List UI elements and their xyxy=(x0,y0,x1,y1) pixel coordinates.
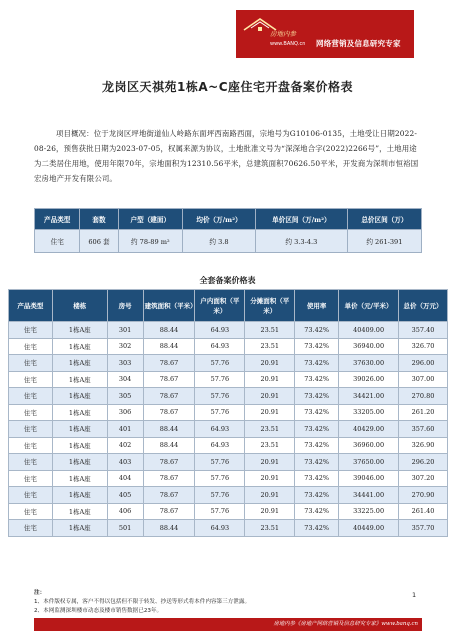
table-cell: 73.42% xyxy=(295,338,339,355)
table-cell: 20.91 xyxy=(245,355,295,372)
table-row xyxy=(9,421,448,438)
table-cell: 1栋A座 xyxy=(52,437,107,454)
table-cell: 1栋A座 xyxy=(52,454,107,471)
table-cell: 40449.00 xyxy=(339,520,399,537)
table-cell: 78.67 xyxy=(143,388,195,405)
table-cell: 20.91 xyxy=(245,470,295,487)
table-row xyxy=(9,437,448,454)
table-cell: 57.76 xyxy=(195,355,245,372)
table-cell: 1栋A座 xyxy=(52,322,107,339)
table-cell: 302 xyxy=(107,338,143,355)
records-title: 全套备案价格表 xyxy=(199,276,256,285)
table-cell: 住宅 xyxy=(9,437,53,454)
table-cell: 73.42% xyxy=(295,421,339,438)
table-cell: 73.42% xyxy=(295,355,339,372)
table-cell: 住宅 xyxy=(9,470,53,487)
table-cell: 403 xyxy=(107,454,143,471)
table-row xyxy=(9,404,448,421)
table-cell: 20.91 xyxy=(245,388,295,405)
brand-name: 房地内参 xyxy=(270,30,296,38)
table-cell: 34441.00 xyxy=(339,487,399,504)
summary-cell: 约 78-89 m² xyxy=(118,230,183,253)
records-header-cell: 房号 xyxy=(107,290,143,322)
brand-url[interactable]: www.BANQ.cn xyxy=(270,41,306,47)
table-row xyxy=(9,322,448,339)
summary-cell: 约 3.3-4.3 xyxy=(255,230,347,253)
table-cell: 88.44 xyxy=(143,520,195,537)
records-header-cell: 分摊面积（平米） xyxy=(245,290,295,322)
table-cell: 296.00 xyxy=(399,355,448,372)
footer-bar: 房地内参《房地产网络营销及信息研究专家》www.banq.cn xyxy=(34,618,422,631)
table-cell: 326.70 xyxy=(399,338,448,355)
table-cell: 57.76 xyxy=(195,487,245,504)
table-cell: 296.20 xyxy=(399,454,448,471)
table-cell: 404 xyxy=(107,470,143,487)
table-cell: 20.91 xyxy=(245,503,295,520)
table-cell: 326.90 xyxy=(399,437,448,454)
table-cell: 40429.00 xyxy=(339,421,399,438)
table-cell: 23.51 xyxy=(245,322,295,339)
summary-table xyxy=(34,208,422,253)
table-cell: 57.76 xyxy=(195,470,245,487)
summary-cell: 住宅 xyxy=(35,230,80,253)
table-cell: 39026.00 xyxy=(339,371,399,388)
table-cell: 88.44 xyxy=(143,437,195,454)
table-cell: 73.42% xyxy=(295,503,339,520)
table-cell: 78.67 xyxy=(143,355,195,372)
table-cell: 73.42% xyxy=(295,437,339,454)
table-cell: 357.60 xyxy=(399,421,448,438)
table-cell: 73.42% xyxy=(295,487,339,504)
table-cell: 20.91 xyxy=(245,454,295,471)
table-cell: 33205.00 xyxy=(339,404,399,421)
table-cell: 64.93 xyxy=(195,322,245,339)
table-cell: 357.40 xyxy=(399,322,448,339)
table-cell: 1栋A座 xyxy=(52,470,107,487)
summary-row xyxy=(35,230,422,253)
table-cell: 1栋A座 xyxy=(52,503,107,520)
table-cell: 78.67 xyxy=(143,404,195,421)
summary-header-cell: 总价区间（万） xyxy=(347,209,421,230)
table-cell: 57.76 xyxy=(195,503,245,520)
brand-banner xyxy=(236,10,414,58)
table-cell: 73.42% xyxy=(295,470,339,487)
table-row xyxy=(9,371,448,388)
table-cell: 住宅 xyxy=(9,404,53,421)
table-cell: 57.76 xyxy=(195,454,245,471)
table-cell: 33225.00 xyxy=(339,503,399,520)
summary-header-cell: 单价区间（万/m²） xyxy=(255,209,347,230)
records-header-cell: 楼栋 xyxy=(52,290,107,322)
table-cell: 1栋A座 xyxy=(52,520,107,537)
table-cell: 1栋A座 xyxy=(52,338,107,355)
page-title: 龙岗区天祺苑1栋A~C座住宅开盘备案价格表 xyxy=(102,80,353,94)
table-cell: 88.44 xyxy=(143,338,195,355)
table-cell: 36940.00 xyxy=(339,338,399,355)
records-header-cell: 建筑面积（平米） xyxy=(143,290,195,322)
table-cell: 住宅 xyxy=(9,322,53,339)
table-cell: 20.91 xyxy=(245,487,295,504)
table-cell: 307.00 xyxy=(399,371,448,388)
table-cell: 20.91 xyxy=(245,404,295,421)
table-cell: 78.67 xyxy=(143,487,195,504)
table-cell: 78.67 xyxy=(143,503,195,520)
table-cell: 37630.00 xyxy=(339,355,399,372)
table-cell: 88.44 xyxy=(143,421,195,438)
table-row xyxy=(9,454,448,471)
table-cell: 64.93 xyxy=(195,421,245,438)
table-cell: 88.44 xyxy=(143,322,195,339)
table-cell: 261.40 xyxy=(399,503,448,520)
table-cell: 307.20 xyxy=(399,470,448,487)
summary-header-cell: 户型（建面） xyxy=(118,209,183,230)
table-cell: 住宅 xyxy=(9,371,53,388)
table-cell: 73.42% xyxy=(295,322,339,339)
table-cell: 23.51 xyxy=(245,520,295,537)
table-row xyxy=(9,470,448,487)
table-cell: 64.93 xyxy=(195,338,245,355)
table-cell: 270.90 xyxy=(399,487,448,504)
table-row xyxy=(9,338,448,355)
table-cell: 39046.00 xyxy=(339,470,399,487)
table-cell: 501 xyxy=(107,520,143,537)
table-cell: 34421.00 xyxy=(339,388,399,405)
note-item: 1、本件版权专属，客户不得以包括但不限于转发、抄送等形式将本件内容第三方泄露。 xyxy=(34,599,251,605)
table-cell: 304 xyxy=(107,371,143,388)
summary-header-cell: 均价（万/m²） xyxy=(183,209,256,230)
table-cell: 78.67 xyxy=(143,470,195,487)
table-cell: 305 xyxy=(107,388,143,405)
table-cell: 357.70 xyxy=(399,520,448,537)
table-row xyxy=(9,503,448,520)
table-cell: 36960.00 xyxy=(339,437,399,454)
summary-header-cell: 套数 xyxy=(80,209,118,230)
table-cell: 406 xyxy=(107,503,143,520)
table-cell: 1栋A座 xyxy=(52,487,107,504)
table-cell: 23.51 xyxy=(245,421,295,438)
table-cell: 64.93 xyxy=(195,437,245,454)
table-cell: 住宅 xyxy=(9,454,53,471)
table-cell: 住宅 xyxy=(9,503,53,520)
table-cell: 78.67 xyxy=(143,454,195,471)
table-cell: 301 xyxy=(107,322,143,339)
table-cell: 57.76 xyxy=(195,371,245,388)
table-cell: 405 xyxy=(107,487,143,504)
table-cell: 1栋A座 xyxy=(52,404,107,421)
records-header-cell: 户内面积（平米） xyxy=(195,290,245,322)
project-overview: 项目概况：位于龙岗区坪地街道仙人岭路东面坪西南路西面，宗地号为G10106-0135，土地受让日期2022-08-26，预售获批日期为2023-07-05，权属来源为协议，土地批准文号为“深深地合字(2022)2266号”，土地用途为二类居住用地，使用年限70年，宗地面积为12310.56平米，总建筑面积70626.50平米，开发商为深圳市恒裕国宏房地产开发有限公司。 xyxy=(34,129,419,183)
table-cell: 1栋A座 xyxy=(52,355,107,372)
records-header-cell: 使用率 xyxy=(295,290,339,322)
table-cell: 303 xyxy=(107,355,143,372)
table-cell: 住宅 xyxy=(9,487,53,504)
table-cell: 住宅 xyxy=(9,338,53,355)
summary-cell: 约 261-391 xyxy=(347,230,421,253)
table-cell: 401 xyxy=(107,421,143,438)
table-cell: 1栋A座 xyxy=(52,421,107,438)
records-header-cell: 单价（元/平米） xyxy=(339,290,399,322)
table-row xyxy=(9,388,448,405)
table-cell: 住宅 xyxy=(9,388,53,405)
table-cell: 23.51 xyxy=(245,437,295,454)
table-cell: 1栋A座 xyxy=(52,371,107,388)
table-row xyxy=(9,520,448,537)
table-cell: 57.76 xyxy=(195,404,245,421)
table-cell: 1栋A座 xyxy=(52,388,107,405)
table-cell: 402 xyxy=(107,437,143,454)
notes xyxy=(34,589,422,616)
table-cell: 78.67 xyxy=(143,371,195,388)
table-cell: 73.42% xyxy=(295,454,339,471)
records-header-cell: 产品类型 xyxy=(9,290,53,322)
summary-cell: 约 3.8 xyxy=(183,230,256,253)
table-cell: 23.51 xyxy=(245,338,295,355)
table-cell: 住宅 xyxy=(9,421,53,438)
table-cell: 73.42% xyxy=(295,371,339,388)
table-row xyxy=(9,487,448,504)
table-cell: 306 xyxy=(107,404,143,421)
brand-slogan: 网络营销及信息研究专家 xyxy=(316,39,401,48)
records-table xyxy=(8,289,448,537)
table-cell: 住宅 xyxy=(9,355,53,372)
table-cell: 64.93 xyxy=(195,520,245,537)
table-cell: 37650.00 xyxy=(339,454,399,471)
page-number: 1 xyxy=(412,591,417,599)
summary-cell: 606 套 xyxy=(80,230,118,253)
records-header-cell: 总价（万元） xyxy=(399,290,448,322)
table-cell: 住宅 xyxy=(9,520,53,537)
table-cell: 73.42% xyxy=(295,404,339,421)
table-cell: 57.76 xyxy=(195,388,245,405)
table-cell: 20.91 xyxy=(245,371,295,388)
table-cell: 73.42% xyxy=(295,388,339,405)
summary-header-cell: 产品类型 xyxy=(35,209,80,230)
table-cell: 40409.00 xyxy=(339,322,399,339)
table-cell: 270.80 xyxy=(399,388,448,405)
notes-head: 注： xyxy=(34,590,46,596)
table-cell: 261.20 xyxy=(399,404,448,421)
note-item: 2、本网监测深圳楼市动态及楼市销售数据已23年。 xyxy=(34,608,163,614)
table-row xyxy=(9,355,448,372)
table-cell: 73.42% xyxy=(295,520,339,537)
